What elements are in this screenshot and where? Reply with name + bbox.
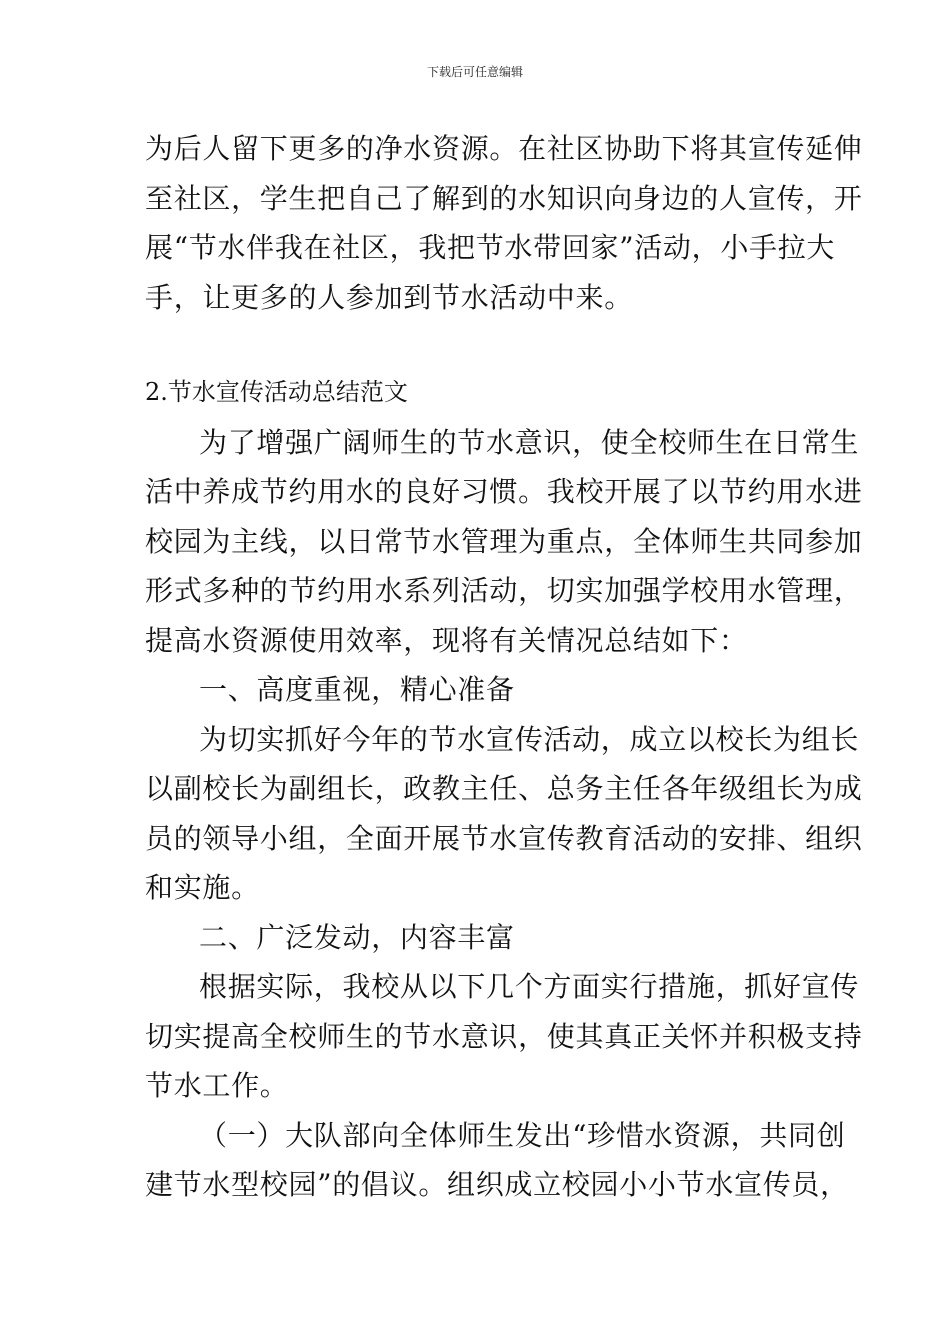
paragraph-one	[145, 715, 863, 913]
paragraph-three	[145, 1111, 849, 1210]
heading-two: 二、广泛发动，内容丰富	[199, 920, 515, 954]
paragraph-two	[145, 962, 863, 1111]
text-line: 为切实抓好今年的节水宣传活动，成立以校长为组长	[199, 722, 860, 756]
document-body	[145, 124, 863, 1210]
section-title: 2.节水宣传活动总结范文	[145, 378, 408, 406]
text-line: 活中养成节约用水的良好习惯。我校开展了以节约用水进	[145, 475, 863, 508]
text-line: 切实提高全校师生的节水意识，使其真正关怀并积极支持	[145, 1019, 863, 1053]
text-line: 提高水资源使用效率，现将有关情况总结如下：	[145, 623, 748, 657]
heading-one: 一、高度重视，精心准备	[199, 673, 515, 706]
paragraph-gap	[145, 322, 810, 368]
text-line: 为了增强广阔师生的节水意识，使全校师生在日常生	[199, 425, 860, 459]
text-line: （一）大队部向全体师生发出“珍惜水资源，共同创	[199, 1118, 846, 1152]
paragraph-summary	[145, 418, 863, 666]
text-line: 展“节水伴我在社区，我把节水带回家”活动，小手拉大	[145, 231, 836, 264]
text-line: 形式多种的节约用水系列活动，切实加强学校用水管理，	[145, 574, 863, 607]
text-line: 为后人留下更多的净水资源。在社区协助下将其宣传延伸	[145, 132, 863, 165]
text-line: 建节水型校园”的倡议。组织成立校园小小节水宣传员，	[145, 1168, 849, 1201]
text-line: 节水工作。	[145, 1069, 289, 1102]
text-line: 校园为主线，以日常节水管理为重点，全体师生共同参加	[145, 524, 863, 558]
text-line: 和实施。	[145, 871, 260, 904]
text-line: 手，让更多的人参加到节水活动中来。	[145, 280, 633, 314]
paragraph-intro	[145, 124, 863, 322]
text-line: 至社区，学生把自己了解到的水知识向身边的人宣传，开	[145, 181, 863, 215]
text-line: 以副校长为副组长，政教主任、总务主任各年级组长为成	[145, 772, 863, 805]
text-line: 根据实际，我校从以下几个方面实行措施，抓好宣传	[199, 970, 860, 1003]
page-header: 下载后可任意编辑	[426, 65, 523, 79]
text-line: 员的领导小组，全面开展节水宣传教育活动的安排、组织	[145, 821, 863, 855]
